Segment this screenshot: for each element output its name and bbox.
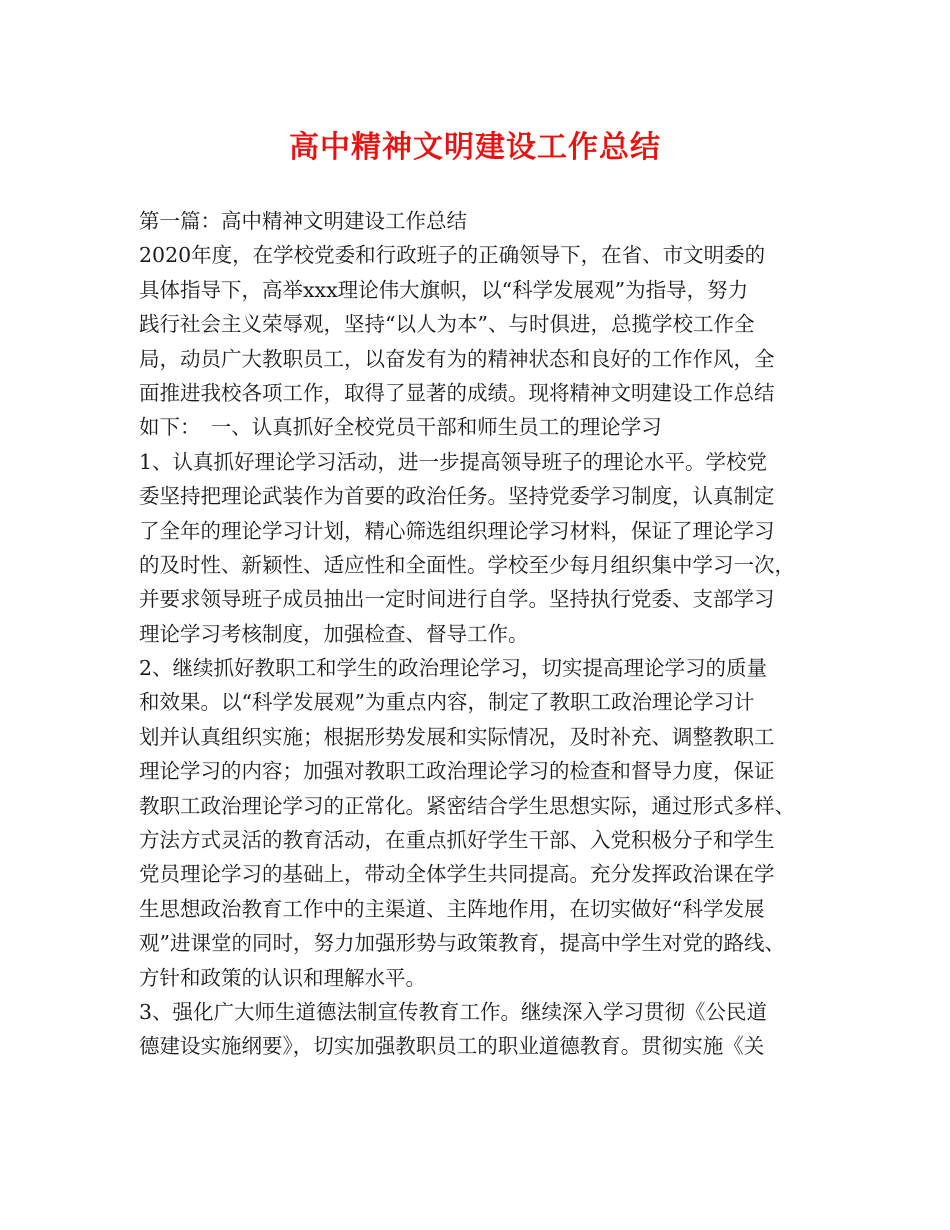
body-line: 划并认真组织实施；根据形势发展和实际情况，及时补充、调整教职工	[139, 724, 775, 749]
body-line: 理论学习的内容；加强对教职工政治理论学习的检查和督导力度，保证	[139, 759, 775, 784]
body-line: 的及时性、新颖性、适应性和全面性。学校至少每月组织集中学习一次，	[139, 552, 795, 577]
body-line: 具体指导下，高举xxx理论伟大旗帜，以“科学发展观”为指导，努力	[139, 277, 749, 302]
body-line: 方法方式灵活的教育活动，在重点抓好学生干部、入党积极分子和学生	[139, 828, 775, 853]
body-line: 如下： 一、认真抓好全校党员干部和师生员工的理论学习	[139, 415, 662, 440]
body-line: 并要求领导班子成员抽出一定时间进行自学。坚持执行党委、支部学习	[139, 587, 775, 612]
body-line: 教职工政治理论学习的正常化。紧密结合学生思想实际，通过形式多样、	[139, 793, 795, 818]
body-line: 局，动员广大教职员工，以奋发有为的精神状态和良好的工作作风，全	[139, 346, 775, 371]
document-body	[139, 204, 819, 1064]
body-line: 第一篇：高中精神文明建设工作总结	[139, 209, 467, 233]
body-line: 2、继续抓好教职工和学生的政治理论学习，切实提高理论学习的质量	[139, 656, 768, 681]
body-line: 理论学习考核制度，加强检查、督导工作。	[139, 621, 529, 646]
document-title: 高中精神文明建设工作总结	[289, 130, 661, 165]
body-line: 委坚持把理论武装作为首要的政治任务。坚持党委学习制度，认真制定	[139, 484, 775, 509]
body-line: 2020年度，在学校党委和行政班子的正确领导下，在省、市文明委的	[139, 243, 766, 268]
body-line: 面推进我校各项工作，取得了显著的成绩。现将精神文明建设工作总结	[139, 380, 775, 405]
body-line: 生思想政治教育工作中的主渠道、主阵地作用，在切实做好“科学发展	[139, 896, 765, 921]
body-line: 践行社会主义荣辱观，坚持“以人为本”、与时俱进，总揽学校工作全	[139, 312, 755, 337]
body-line: 观”进课堂的同时，努力加强形势与政策教育，提高中学生对党的路线、	[139, 931, 785, 956]
body-line: 德建设实施纲要》，切实加强教职员工的职业道德教育。贯彻实施《关	[139, 1034, 765, 1059]
body-line: 方针和政策的认识和理解水平。	[139, 965, 426, 990]
body-line: 了全年的理论学习计划，精心筛选组织理论学习材料，保证了理论学习	[139, 518, 775, 543]
body-line: 党员理论学习的基础上，带动全体学生共同提高。充分发挥政治课在学	[139, 862, 775, 887]
body-line: 和效果。以“科学发展观”为重点内容，制定了教职工政治理论学习计	[139, 690, 755, 715]
body-line: 3、强化广大师生道德法制宣传教育工作。继续深入学习贯彻《公民道	[139, 999, 768, 1024]
body-line: 1、认真抓好理论学习活动，进一步提高领导班子的理论水平。学校党	[139, 449, 768, 474]
